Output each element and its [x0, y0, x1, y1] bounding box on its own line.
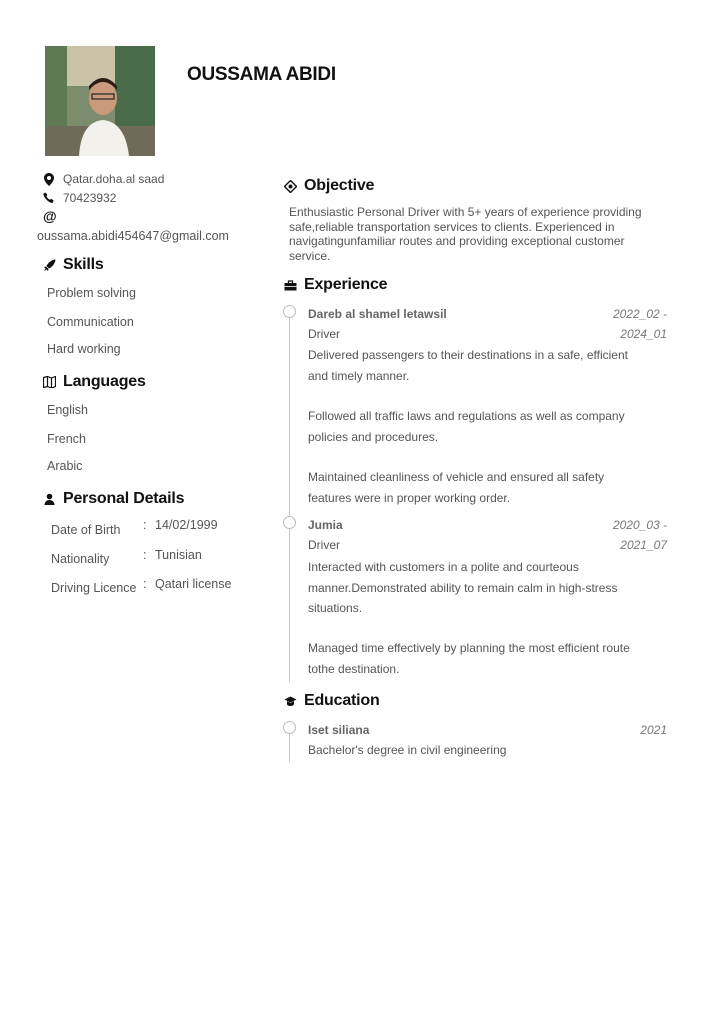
experience-timeline-line — [289, 317, 290, 682]
driving-licence-label: Driving Licence — [51, 581, 137, 595]
objective-line: Enthusiastic Personal Driver with 5+ years of experience providing — [289, 205, 642, 219]
experience-heading — [283, 276, 387, 294]
personal-details-heading — [42, 490, 184, 508]
paragraph-line: Delivered passengers to their destinations in a safe, efficient — [308, 348, 628, 362]
language-item: French — [47, 432, 86, 446]
contact-phone — [42, 191, 116, 205]
experience-paragraph — [308, 467, 664, 508]
email-text[interactable]: oussama.abidi454647@gmail.com — [37, 229, 229, 243]
contact-email[interactable] — [37, 229, 229, 243]
map-icon — [42, 375, 56, 389]
education-timeline-line — [289, 734, 290, 762]
experience-paragraph — [308, 406, 664, 447]
paragraph-line: Maintained cleanliness of vehicle and ensured all safety — [308, 470, 605, 484]
paragraph-line: tothe destination. — [308, 661, 400, 676]
nationality-value: Tunisian — [155, 548, 202, 562]
nationality-colon: : — [143, 548, 147, 562]
profile-photo — [45, 46, 155, 156]
skills-heading — [42, 256, 104, 274]
experience-company: Dareb al shamel letawsil — [308, 307, 447, 321]
rocket-icon — [42, 258, 56, 272]
objective-line: navigatingunfamiliar routes and providing exceptional customer — [289, 234, 625, 248]
education-heading — [283, 692, 380, 710]
nationality-label: Nationality — [51, 552, 110, 566]
objective-title: Objective — [304, 177, 375, 194]
languages-title: Languages — [63, 373, 146, 390]
education-date: 2021 — [640, 723, 667, 737]
skill-item: Hard working — [47, 342, 121, 356]
timeline-dot — [283, 721, 296, 734]
education-title: Education — [304, 692, 380, 709]
paragraph-line: and timely manner. — [308, 368, 410, 383]
objective-line: service. — [289, 248, 331, 263]
skill-item: Problem solving — [47, 286, 136, 300]
timeline-dot — [283, 305, 296, 318]
paragraph-line: Interacted with customers in a polite and courteous — [308, 560, 579, 574]
candidate-name: OUSSAMA ABIDI — [187, 64, 336, 85]
briefcase-icon — [283, 278, 297, 292]
experience-date-start: 2022_02 - — [612, 307, 667, 321]
dob-colon: : — [143, 518, 147, 532]
paragraph-line: Managed time effectively by planning the most efficient route — [308, 641, 630, 655]
driving-licence-colon: : — [143, 577, 147, 591]
experience-date-end: 2021_07 — [620, 538, 667, 552]
paragraph-line: manner.Demonstrated ability to remain calm in high-stress — [308, 580, 618, 595]
objective-heading — [283, 177, 374, 195]
location-text: Qatar.doha.al saad — [63, 172, 165, 186]
personal-details-title: Personal Details — [63, 490, 185, 507]
paragraph-line: policies and procedures. — [308, 429, 439, 444]
person-icon — [42, 492, 56, 506]
at-icon: @ — [43, 208, 57, 224]
language-item: Arabic — [47, 459, 83, 473]
profile-photo-image — [45, 46, 155, 156]
objective-text — [289, 205, 642, 263]
experience-paragraph — [308, 638, 664, 679]
language-item: English — [47, 403, 88, 417]
map-pin-icon — [42, 172, 56, 186]
phone-text: 70423932 — [63, 191, 117, 205]
experience-role: Driver — [308, 327, 340, 341]
paragraph-line: situations. — [308, 601, 363, 615]
timeline-dot — [283, 516, 296, 529]
skill-item: Communication — [47, 315, 134, 329]
education-school: Iset siliana — [308, 723, 370, 737]
driving-licence-value: Qatari license — [155, 577, 232, 591]
languages-heading — [42, 373, 146, 391]
experience-paragraph — [308, 557, 664, 619]
experience-date-end: 2024_01 — [620, 327, 667, 341]
dob-label: Date of Birth — [51, 523, 121, 537]
experience-date-start: 2020_03 - — [612, 518, 667, 532]
education-degree: Bachelor's degree in civil engineering — [308, 743, 507, 757]
experience-title: Experience — [304, 276, 388, 293]
experience-role: Driver — [308, 538, 340, 552]
experience-paragraph — [308, 345, 664, 386]
paragraph-line: Followed all traffic laws and regulations as well as company — [308, 409, 625, 423]
crosshair-icon — [283, 179, 297, 193]
experience-company: Jumia — [308, 518, 343, 532]
paragraph-line: features were in proper working order. — [308, 490, 511, 505]
phone-icon — [42, 191, 56, 205]
objective-line: safe,reliable transportation services to clients. Experienced in — [289, 219, 615, 234]
contact-location — [42, 172, 164, 186]
skills-title: Skills — [63, 256, 104, 273]
dob-value: 14/02/1999 — [155, 518, 218, 532]
graduation-cap-icon — [283, 694, 297, 708]
